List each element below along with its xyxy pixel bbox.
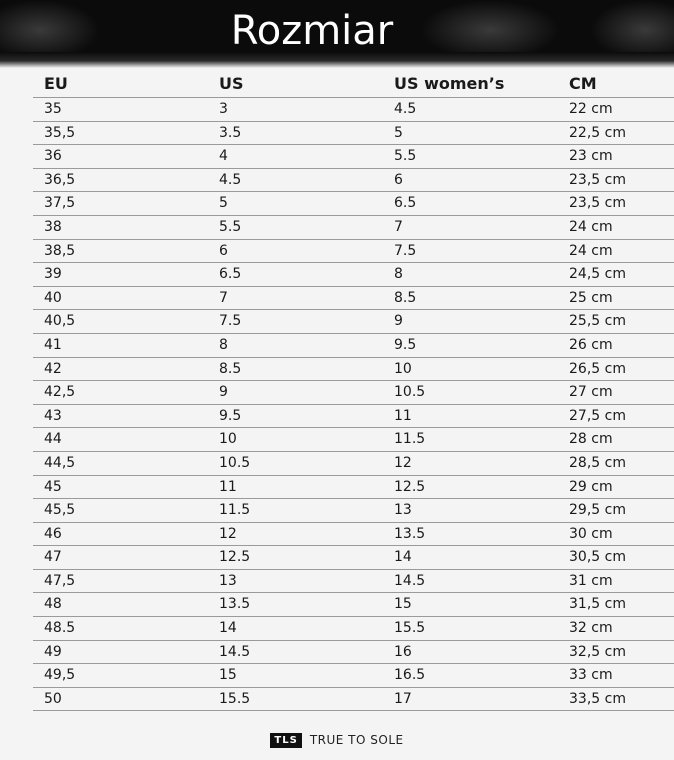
cell-cm: 26 cm xyxy=(569,336,613,353)
cell-us: 7.5 xyxy=(219,313,242,330)
cell-us: 9.5 xyxy=(219,407,242,424)
cell-us-womens: 8 xyxy=(394,266,403,283)
cell-cm: 33,5 cm xyxy=(569,690,626,707)
cell-cm: 22 cm xyxy=(569,101,613,117)
cell-cm: 23,5 cm xyxy=(569,171,626,188)
cell-us-womens: 7 xyxy=(394,218,403,235)
column-header-eu: EU xyxy=(44,74,68,93)
cell-us: 14.5 xyxy=(219,643,251,660)
table-row xyxy=(33,452,674,476)
cell-us: 15.5 xyxy=(219,690,251,707)
cell-us-womens: 10.5 xyxy=(394,384,426,401)
brand-footer xyxy=(0,728,674,752)
cell-us: 11.5 xyxy=(219,502,251,519)
column-header-cm: CM xyxy=(569,74,597,93)
cell-eu: 36,5 xyxy=(44,171,76,188)
cell-us-womens: 7.5 xyxy=(394,242,417,259)
cell-us: 10.5 xyxy=(219,454,251,471)
cell-eu: 40,5 xyxy=(44,313,76,330)
cell-cm: 28,5 cm xyxy=(569,454,626,471)
cell-us: 6.5 xyxy=(219,266,242,283)
cell-cm: 24,5 cm xyxy=(569,266,626,283)
cell-us-womens: 16 xyxy=(394,643,412,660)
cell-cm: 30 cm xyxy=(569,525,613,542)
size-table xyxy=(33,70,674,711)
table-row xyxy=(33,664,674,688)
table-row xyxy=(33,334,674,358)
cell-cm: 23 cm xyxy=(569,148,613,165)
table-row xyxy=(33,476,674,500)
cell-us-womens: 15.5 xyxy=(394,620,426,637)
cell-us: 12 xyxy=(219,525,237,542)
cell-us-womens: 10 xyxy=(394,360,412,377)
cell-us-womens: 4.5 xyxy=(394,101,417,117)
cell-us-womens: 6.5 xyxy=(394,195,417,212)
cell-cm: 25,5 cm xyxy=(569,313,626,330)
column-header-us-womens: US women’s xyxy=(394,74,505,93)
cell-cm: 24 cm xyxy=(569,242,613,259)
table-row xyxy=(33,428,674,452)
cell-eu: 39 xyxy=(44,266,62,283)
cell-us-womens: 12 xyxy=(394,454,412,471)
brand-name: TRUE TO SOLE xyxy=(309,733,404,747)
cell-us: 10 xyxy=(219,431,237,448)
cell-eu: 44 xyxy=(44,431,62,448)
table-row xyxy=(33,216,674,240)
cell-us-womens: 17 xyxy=(394,690,412,707)
cell-us: 4 xyxy=(219,148,228,165)
cell-eu: 45,5 xyxy=(44,502,76,519)
cell-eu: 35,5 xyxy=(44,124,76,141)
cell-us-womens: 8.5 xyxy=(394,289,417,306)
cell-us-womens: 15 xyxy=(394,596,412,613)
table-row xyxy=(33,617,674,641)
cell-us-womens: 13.5 xyxy=(394,525,426,542)
cell-eu: 48.5 xyxy=(44,620,76,637)
cell-cm: 33 cm xyxy=(569,667,613,684)
cell-us-womens: 5 xyxy=(394,124,403,141)
cell-us: 14 xyxy=(219,620,237,637)
table-row xyxy=(33,641,674,665)
cell-eu: 37,5 xyxy=(44,195,76,212)
cell-us: 11 xyxy=(219,478,237,495)
table-row xyxy=(33,570,674,594)
cell-us-womens: 16.5 xyxy=(394,667,426,684)
table-row xyxy=(33,98,674,122)
cell-cm: 22,5 cm xyxy=(569,124,626,141)
table-row xyxy=(33,358,674,382)
cell-us: 3 xyxy=(219,101,228,117)
cell-us: 4.5 xyxy=(219,171,242,188)
table-row xyxy=(33,523,674,547)
cell-us: 15 xyxy=(219,667,237,684)
cell-us-womens: 6 xyxy=(394,171,403,188)
cell-cm: 23,5 cm xyxy=(569,195,626,212)
table-row xyxy=(33,310,674,334)
cell-us: 5 xyxy=(219,195,228,212)
table-row xyxy=(33,688,674,712)
column-header-us: US xyxy=(219,74,244,93)
cell-eu: 44,5 xyxy=(44,454,76,471)
cell-cm: 27 cm xyxy=(569,384,613,401)
cell-eu: 47,5 xyxy=(44,572,76,589)
cell-us-womens: 11 xyxy=(394,407,412,424)
cell-eu: 40 xyxy=(44,289,62,306)
table-row xyxy=(33,546,674,570)
table-row xyxy=(33,263,674,287)
cell-eu: 47 xyxy=(44,549,62,566)
cell-us-womens: 12.5 xyxy=(394,478,426,495)
table-row xyxy=(33,381,674,405)
cell-us-womens: 11.5 xyxy=(394,431,426,448)
cell-eu: 49 xyxy=(44,643,62,660)
cell-eu: 42,5 xyxy=(44,384,76,401)
cell-us: 13.5 xyxy=(219,596,251,613)
cell-eu: 48 xyxy=(44,596,62,613)
cell-us: 6 xyxy=(219,242,228,259)
cell-eu: 46 xyxy=(44,525,62,542)
cell-cm: 26,5 cm xyxy=(569,360,626,377)
cell-us-womens: 5.5 xyxy=(394,148,417,165)
cell-eu: 49,5 xyxy=(44,667,76,684)
table-header-row xyxy=(33,70,674,98)
cell-eu: 41 xyxy=(44,336,62,353)
cell-us: 8.5 xyxy=(219,360,242,377)
cell-us: 13 xyxy=(219,572,237,589)
cell-cm: 25 cm xyxy=(569,289,613,306)
cell-us-womens: 13 xyxy=(394,502,412,519)
cell-cm: 31 cm xyxy=(569,572,613,589)
cell-cm: 31,5 cm xyxy=(569,596,626,613)
table-row xyxy=(33,499,674,523)
cell-us: 5.5 xyxy=(219,218,242,235)
table-row xyxy=(33,122,674,146)
table-row xyxy=(33,240,674,264)
cell-us-womens: 14.5 xyxy=(394,572,426,589)
cell-cm: 29 cm xyxy=(569,478,613,495)
cell-us-womens: 14 xyxy=(394,549,412,566)
cell-cm: 24 cm xyxy=(569,218,613,235)
cell-us: 12.5 xyxy=(219,549,251,566)
cell-eu: 38,5 xyxy=(44,242,76,259)
cell-us-womens: 9.5 xyxy=(394,336,417,353)
cell-eu: 35 xyxy=(44,101,62,117)
cell-us: 8 xyxy=(219,336,228,353)
cell-eu: 50 xyxy=(44,690,62,707)
table-row xyxy=(33,192,674,216)
cell-cm: 30,5 cm xyxy=(569,549,626,566)
table-row xyxy=(33,169,674,193)
cell-eu: 45 xyxy=(44,478,62,495)
cell-us: 3.5 xyxy=(219,124,242,141)
cell-eu: 38 xyxy=(44,218,62,235)
table-row xyxy=(33,145,674,169)
cell-us: 7 xyxy=(219,289,228,306)
table-row xyxy=(33,287,674,311)
cell-cm: 29,5 cm xyxy=(569,502,626,519)
cell-eu: 36 xyxy=(44,148,62,165)
cell-cm: 28 cm xyxy=(569,431,613,448)
cell-cm: 27,5 cm xyxy=(569,407,626,424)
page-title: Rozmiar xyxy=(230,8,394,54)
cell-eu: 43 xyxy=(44,407,62,424)
table-row xyxy=(33,405,674,429)
table-row xyxy=(33,593,674,617)
brand-logo-icon: TLS xyxy=(270,733,301,748)
cell-eu: 42 xyxy=(44,360,62,377)
cell-cm: 32,5 cm xyxy=(569,643,626,660)
cell-us-womens: 9 xyxy=(394,313,403,330)
cell-cm: 32 cm xyxy=(569,620,613,637)
title-banner xyxy=(0,0,674,68)
cell-us: 9 xyxy=(219,384,228,401)
